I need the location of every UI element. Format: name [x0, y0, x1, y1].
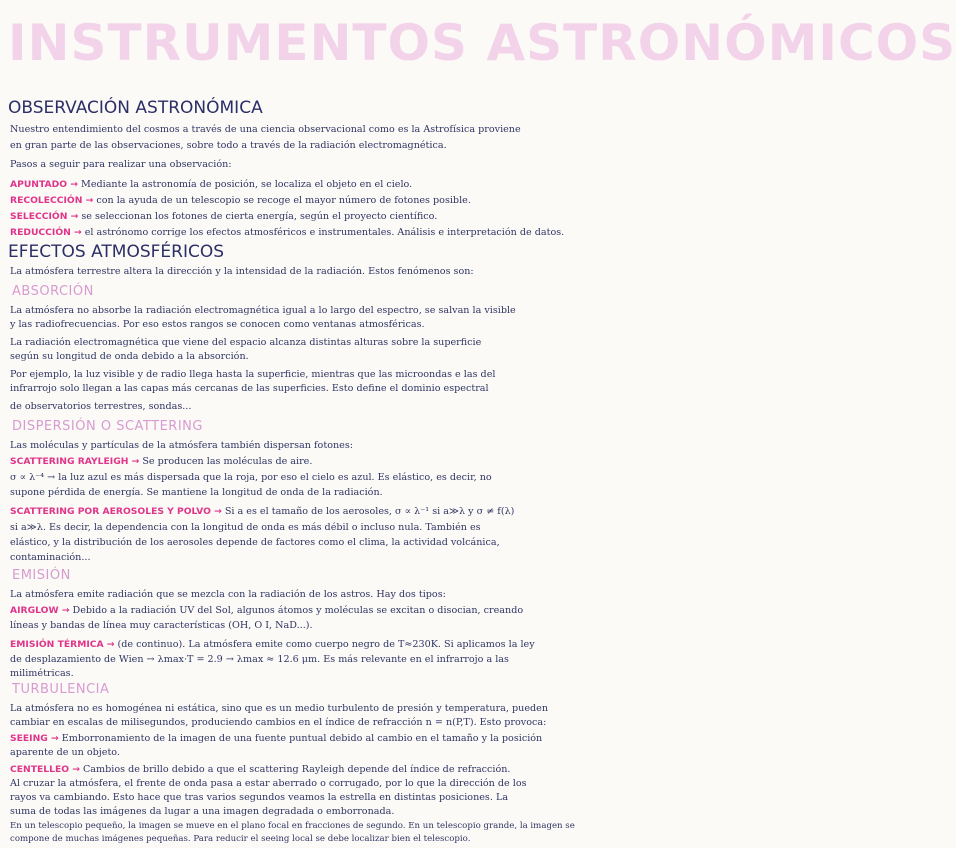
- heading-absorcion: ABSORCIÓN: [12, 284, 94, 299]
- text-line: líneas y bandas de línea muy características (OH, O I, NaD...).: [10, 620, 313, 631]
- step-text: el astrónomo corrige los efectos atmosféricos e instrumentales. Análisis e interpretación de datos.: [84, 227, 565, 238]
- heading-turbulencia: TURBULENCIA: [12, 682, 110, 697]
- term-text: Si a es el tamaño de los aerosoles, σ ∝ λ⁻¹ si a≫λ y σ ≠ f(λ): [224, 506, 515, 517]
- keyword-centelleo: CENTELLEO →: [10, 764, 80, 775]
- text-line: cambiar en escalas de milisegundos, produciendo cambios en el índice de refracción n = n(P,T). Esto provoca:: [10, 717, 547, 728]
- term-text: Cambios de brillo debido a que el scattering Rayleigh depende del índice de refracción.: [82, 764, 511, 775]
- term-emision-termica: [10, 639, 594, 651]
- keyword-emision-termica: EMISIÓN TÉRMICA →: [10, 639, 115, 650]
- keyword-reduccion: REDUCCIÓN →: [10, 227, 82, 238]
- keyword-seleccion: SELECCIÓN →: [10, 211, 79, 222]
- step-recoleccion: [10, 195, 594, 207]
- keyword-seeing: SEEING →: [10, 733, 59, 744]
- heading-emision: EMISIÓN: [12, 568, 71, 583]
- keyword-rayleigh: SCATTERING RAYLEIGH →: [10, 456, 140, 467]
- term-airglow: [10, 605, 594, 617]
- step-text: se seleccionan los fotones de cierta energía, según el proyecto científico.: [81, 211, 438, 222]
- text-line: rayos va cambiando. Esto hace que tras varios segundos veamos la estrella en distintas posiciones. La: [10, 792, 509, 803]
- step-apuntado: [10, 179, 594, 191]
- keyword-recoleccion: RECOLECCIÓN →: [10, 195, 94, 206]
- text-line: milimétricas.: [10, 668, 74, 679]
- term-text: Se producen las moléculas de aire.: [142, 456, 313, 467]
- term-text: Emborronamiento de la imagen de una fuente puntual debido al cambio en el tamaño y la posición: [61, 733, 543, 744]
- step-text: con la ayuda de un telescopio se recoge el mayor número de fotones posible.: [96, 195, 471, 206]
- text-line: En un telescopio pequeño, la imagen se mueve en el plano focal en fracciones de segundo. En un telescopio grande, la imagen se: [10, 821, 575, 831]
- term-seeing: [10, 733, 594, 745]
- text-line: y las radiofrecuencias. Por eso estos rangos se conocen como ventanas atmosféricas.: [10, 319, 425, 330]
- step-seleccion: [10, 211, 594, 223]
- text-line: compone de muchas imágenes pequeñas. Para reducir el seeing local se debe localizar bien el telescopio.: [10, 834, 471, 844]
- text-line: de observatorios terrestres, sondas...: [10, 401, 192, 412]
- text-line: de desplazamiento de Wien → λmax·T = 2.9 → λmax ≈ 12.6 μm. Es más relevante en el infrarrojo a las: [10, 654, 509, 665]
- step-text: Mediante la astronomía de posición, se localiza el objeto en el cielo.: [81, 179, 413, 190]
- step-reduccion: [10, 227, 594, 239]
- text-line: Al cruzar la atmósfera, el frente de onda pasa a estar aberrado o corrugado, por lo que la dirección de los: [10, 778, 527, 789]
- text-line: La atmósfera terrestre altera la dirección y la intensidad de la radiación. Estos fenómenos son:: [10, 266, 474, 277]
- text-line: σ ∝ λ⁻⁴ → la luz azul es más dispersada que la roja, por eso el cielo es azul. Es elástico, es decir, no: [10, 472, 492, 483]
- text-line: si a≫λ. Es decir, la dependencia con la longitud de onda es más débil o incluso nula. También es: [10, 522, 481, 533]
- text-line: contaminación...: [10, 552, 91, 563]
- text-line: La atmósfera emite radiación que se mezcla con la radiación de los astros. Hay dos tipos:: [10, 589, 446, 600]
- text-line: elástico, y la distribución de los aerosoles depende de factores como el clima, la actividad volcánica,: [10, 537, 500, 548]
- text-line: en gran parte de las observaciones, sobre todo a través de la radiación electromagnética.: [10, 140, 447, 151]
- text-line: Pasos a seguir para realizar una observación:: [10, 159, 232, 170]
- text-line: aparente de un objeto.: [10, 747, 120, 758]
- page-title: INSTRUMENTOS ASTRONÓMICOS: [8, 14, 956, 72]
- text-line: La atmósfera no absorbe la radiación electromagnética igual a lo largo del espectro, se salvan la visible: [10, 305, 516, 316]
- text-line: La atmósfera no es homogénea ni estática, sino que es un medio turbulento de presión y temperatura, pueden: [10, 703, 548, 714]
- text-line: supone pérdida de energía. Se mantiene la longitud de onda de la radiación.: [10, 487, 383, 498]
- text-line: La radiación electromagnética que viene del espacio alcanza distintas alturas sobre la superficie: [10, 337, 482, 348]
- text-line: suma de todas las imágenes da lugar a una imagen degradada o emborronada.: [10, 806, 395, 817]
- term-centelleo: [10, 764, 594, 776]
- text-line: infrarrojo solo llegan a las capas más cercanas de las superficies. Esto define el dominio espectral: [10, 383, 489, 394]
- text-line: Por ejemplo, la luz visible y de radio llega hasta la superficie, mientras que las microondas e las del: [10, 369, 496, 380]
- text-line: según su longitud de onda debido a la absorción.: [10, 351, 249, 362]
- text-line: Nuestro entendimiento del cosmos a través de una ciencia observacional como es la Astrofísica proviene: [10, 124, 521, 135]
- text-line: Las moléculas y partículas de la atmósfera también dispersan fotones:: [10, 440, 353, 451]
- keyword-airglow: AIRGLOW →: [10, 605, 70, 616]
- keyword-apuntado: APUNTADO →: [10, 179, 78, 190]
- term-text: (de continuo). La atmósfera emite como cuerpo negro de T≈230K. Si aplicamos la ley: [117, 639, 535, 650]
- term-text: Debido a la radiación UV del Sol, algunos átomos y moléculas se excitan o disocian, creando: [72, 605, 524, 616]
- term-aerosoles: [10, 506, 594, 518]
- heading-dispersion: DISPERSIÓN O SCATTERING: [12, 419, 203, 434]
- term-rayleigh: [10, 456, 594, 468]
- heading-efectos: EFECTOS ATMOSFÉRICOS: [8, 242, 225, 262]
- heading-observacion: OBSERVACIÓN ASTRONÓMICA: [8, 98, 263, 118]
- keyword-aerosoles: SCATTERING POR AEROSOLES Y POLVO →: [10, 506, 222, 517]
